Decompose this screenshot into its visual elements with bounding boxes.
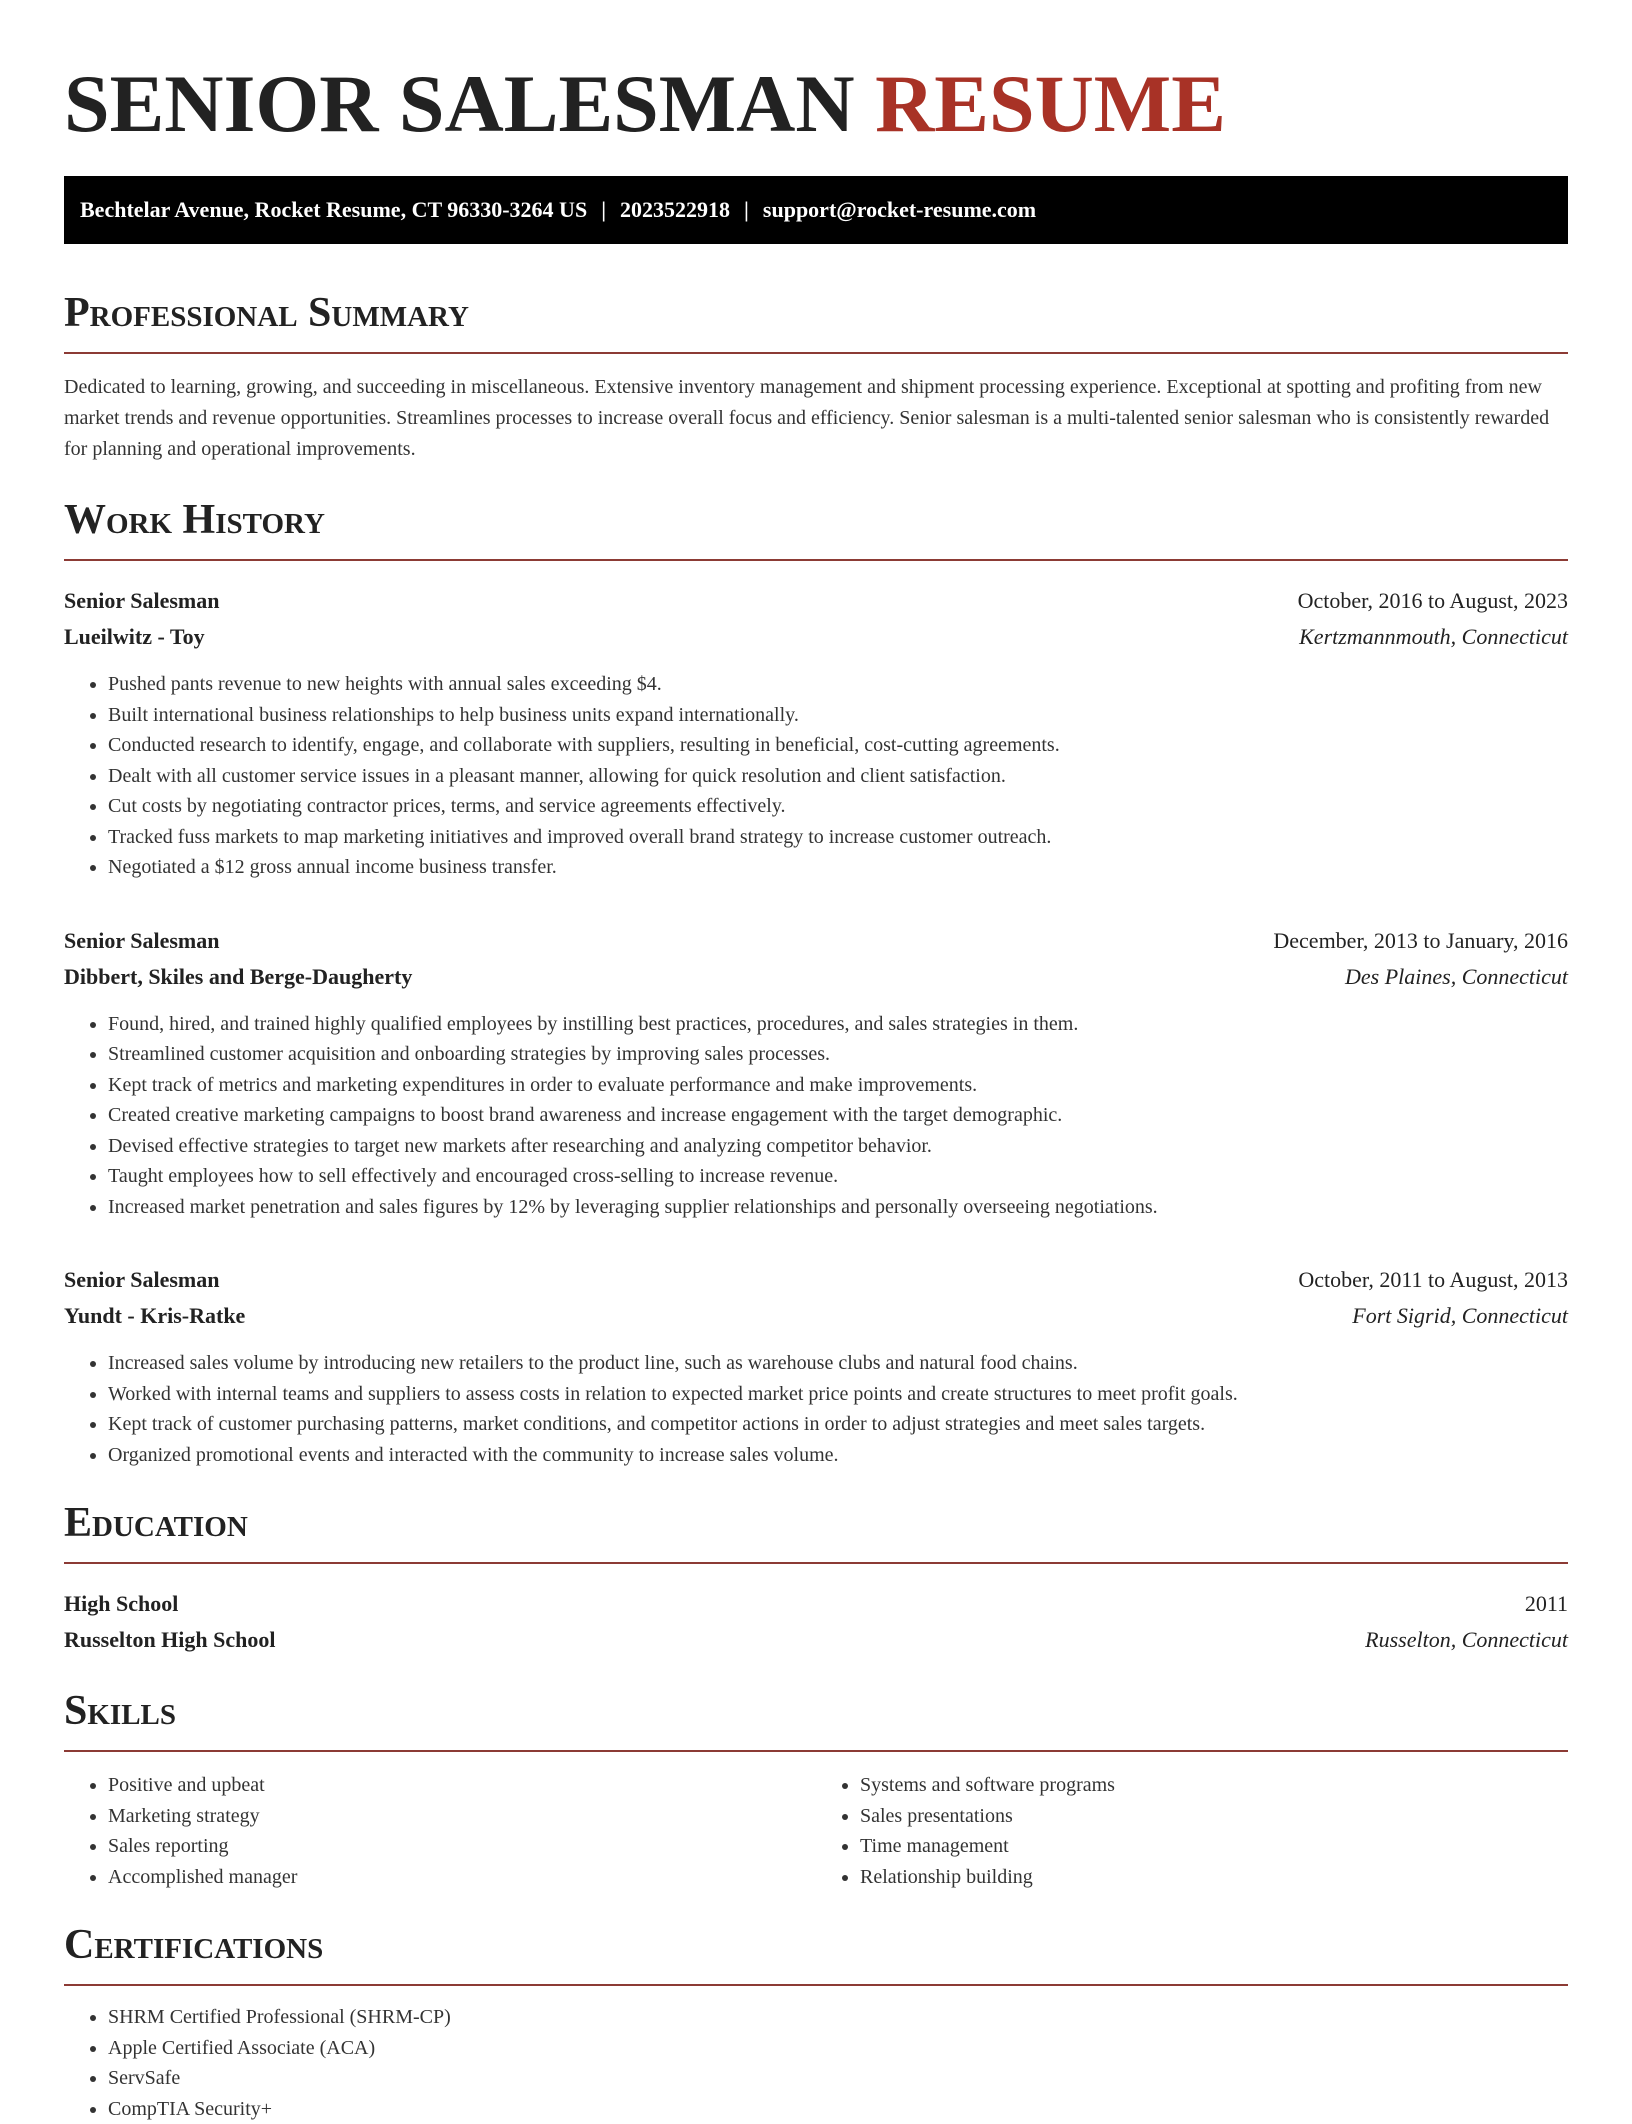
- list-item: • Cut costs by negotiating contractor prices, terms, and service agreements effectively.: [108, 791, 1568, 822]
- job-title: Senior Salesman: [64, 923, 219, 959]
- education-header-row: [64, 1586, 1568, 1622]
- list-item: • Kept track of metrics and marketing expenditures in order to evaluate performance and make improvements.: [108, 1070, 1568, 1101]
- list-item: • Taught employees how to sell effectively and encouraged cross-selling to increase revenue.: [108, 1161, 1568, 1192]
- list-item: • ServSafe: [108, 2063, 1568, 2094]
- list-item: • Relationship building: [860, 1862, 1568, 1893]
- list-item: • CompTIA Security+: [108, 2094, 1568, 2124]
- list-item: • Negotiated a $12 gross annual income business transfer.: [108, 852, 1568, 883]
- job-dates: December, 2013 to January, 2016: [1273, 923, 1568, 959]
- job-bullets: [64, 1009, 1568, 1223]
- list-item: • Streamlined customer acquisition and onboarding strategies by improving sales processes.: [108, 1039, 1568, 1070]
- skills-list-right: [816, 1770, 1568, 1892]
- job-bullets: [64, 1348, 1568, 1470]
- job-company: Yundt - Kris-Ratke: [64, 1298, 245, 1334]
- job-dates: October, 2011 to August, 2013: [1298, 1262, 1568, 1298]
- certifications-list: [64, 2002, 1568, 2124]
- list-item: • Accomplished manager: [108, 1862, 816, 1893]
- skills-list-left: [64, 1770, 816, 1892]
- job-header-row: [64, 1262, 1568, 1298]
- title-main: SENIOR SALESMAN: [64, 58, 855, 149]
- education-degree: High School: [64, 1586, 178, 1622]
- job-entry: [64, 923, 1568, 1223]
- summary-text: Dedicated to learning, growing, and succeeding in miscellaneous. Extensive inventory management and shipment processing experience. Exceptional at spotting and profiting from new market trends and revenue opportunities. Streamlines processes to increase overall focus and efficiency. Senior salesman is a multi-talented senior salesman who is consistently rewarded for planning and operational improvements.: [64, 372, 1568, 465]
- list-item: • Devised effective strategies to target new markets after researching and analyzing competitor behavior.: [108, 1131, 1568, 1162]
- contact-phone[interactable]: 2023522918: [620, 197, 730, 222]
- list-item: • Positive and upbeat: [108, 1770, 816, 1801]
- section-divider: [64, 1750, 1568, 1752]
- education-location: Russelton, Connecticut: [1365, 1622, 1568, 1658]
- skills-section: [64, 1686, 1568, 1892]
- list-item: • Built international business relationships to help business units expand internationally.: [108, 700, 1568, 731]
- list-item: • Sales presentations: [860, 1801, 1568, 1832]
- contact-separator: |: [601, 197, 606, 222]
- section-divider: [64, 1562, 1568, 1564]
- education-entry: [64, 1586, 1568, 1658]
- skills-grid: [64, 1770, 1568, 1892]
- list-item: • Increased sales volume by introducing new retailers to the product line, such as warehouse clubs and natural food chains.: [108, 1348, 1568, 1379]
- education-year: 2011: [1525, 1586, 1568, 1622]
- job-header-row: [64, 923, 1568, 959]
- section-divider: [64, 559, 1568, 561]
- education-school: Russelton High School: [64, 1622, 276, 1658]
- job-entry: [64, 1262, 1568, 1470]
- section-heading: Professional Summary: [64, 288, 1568, 338]
- section-heading: Education: [64, 1498, 1568, 1548]
- job-location: Fort Sigrid, Connecticut: [1352, 1298, 1568, 1334]
- section-divider: [64, 1984, 1568, 1986]
- title-accent: RESUME: [875, 58, 1226, 149]
- section-heading: Work History: [64, 495, 1568, 545]
- job-location: Des Plaines, Connecticut: [1345, 959, 1568, 995]
- list-item: • SHRM Certified Professional (SHRM-CP): [108, 2002, 1568, 2033]
- job-entry: [64, 583, 1568, 883]
- section-heading: Skills: [64, 1686, 1568, 1736]
- list-item: • Tracked fuss markets to map marketing initiatives and improved overall brand strategy to increase customer outreach.: [108, 822, 1568, 853]
- job-company-row: [64, 959, 1568, 995]
- job-company-row: [64, 619, 1568, 655]
- work-history-section: [64, 495, 1568, 1470]
- education-section: [64, 1498, 1568, 1658]
- list-item: • Time management: [860, 1831, 1568, 1862]
- contact-address: Bechtelar Avenue, Rocket Resume, CT 96330-3264 US: [80, 197, 587, 222]
- list-item: • Created creative marketing campaigns to boost brand awareness and increase engagement with the target demographic.: [108, 1100, 1568, 1131]
- list-item: • Systems and software programs: [860, 1770, 1568, 1801]
- job-bullets: [64, 669, 1568, 883]
- job-company: Lueilwitz - Toy: [64, 619, 205, 655]
- list-item: • Conducted research to identify, engage, and collaborate with suppliers, resulting in beneficial, cost-cutting agreements.: [108, 730, 1568, 761]
- job-dates: October, 2016 to August, 2023: [1298, 583, 1568, 619]
- professional-summary-section: [64, 288, 1568, 465]
- education-school-row: [64, 1622, 1568, 1658]
- job-company-row: [64, 1298, 1568, 1334]
- list-item: • Dealt with all customer service issues in a pleasant manner, allowing for quick resolution and client satisfaction.: [108, 761, 1568, 792]
- list-item: • Organized promotional events and interacted with the community to increase sales volume.: [108, 1440, 1568, 1471]
- list-item: • Worked with internal teams and suppliers to assess costs in relation to expected market price points and create structures to meet profit goals.: [108, 1379, 1568, 1410]
- job-company: Dibbert, Skiles and Berge-Daugherty: [64, 959, 412, 995]
- job-title: Senior Salesman: [64, 583, 219, 619]
- list-item: • Apple Certified Associate (ACA): [108, 2033, 1568, 2064]
- job-location: Kertzmannmouth, Connecticut: [1299, 619, 1568, 655]
- certifications-section: [64, 1920, 1568, 2124]
- list-item: • Kept track of customer purchasing patterns, market conditions, and competitor actions in order to adjust strategies and meet sales targets.: [108, 1409, 1568, 1440]
- contact-email[interactable]: support@rocket-resume.com: [763, 197, 1036, 222]
- list-item: • Increased market penetration and sales figures by 12% by leveraging supplier relationships and personally overseeing negotiations.: [108, 1192, 1568, 1223]
- list-item: • Sales reporting: [108, 1831, 816, 1862]
- section-heading: Certifications: [64, 1920, 1568, 1970]
- list-item: • Found, hired, and trained highly qualified employees by instilling best practices, procedures, and sales strategies in them.: [108, 1009, 1568, 1040]
- list-item: • Pushed pants revenue to new heights with annual sales exceeding $4.: [108, 669, 1568, 700]
- job-header-row: [64, 583, 1568, 619]
- contact-separator: |: [744, 197, 749, 222]
- contact-bar: [64, 176, 1568, 244]
- list-item: • Marketing strategy: [108, 1801, 816, 1832]
- job-title: Senior Salesman: [64, 1262, 219, 1298]
- section-divider: [64, 352, 1568, 354]
- resume-title: [64, 56, 1568, 152]
